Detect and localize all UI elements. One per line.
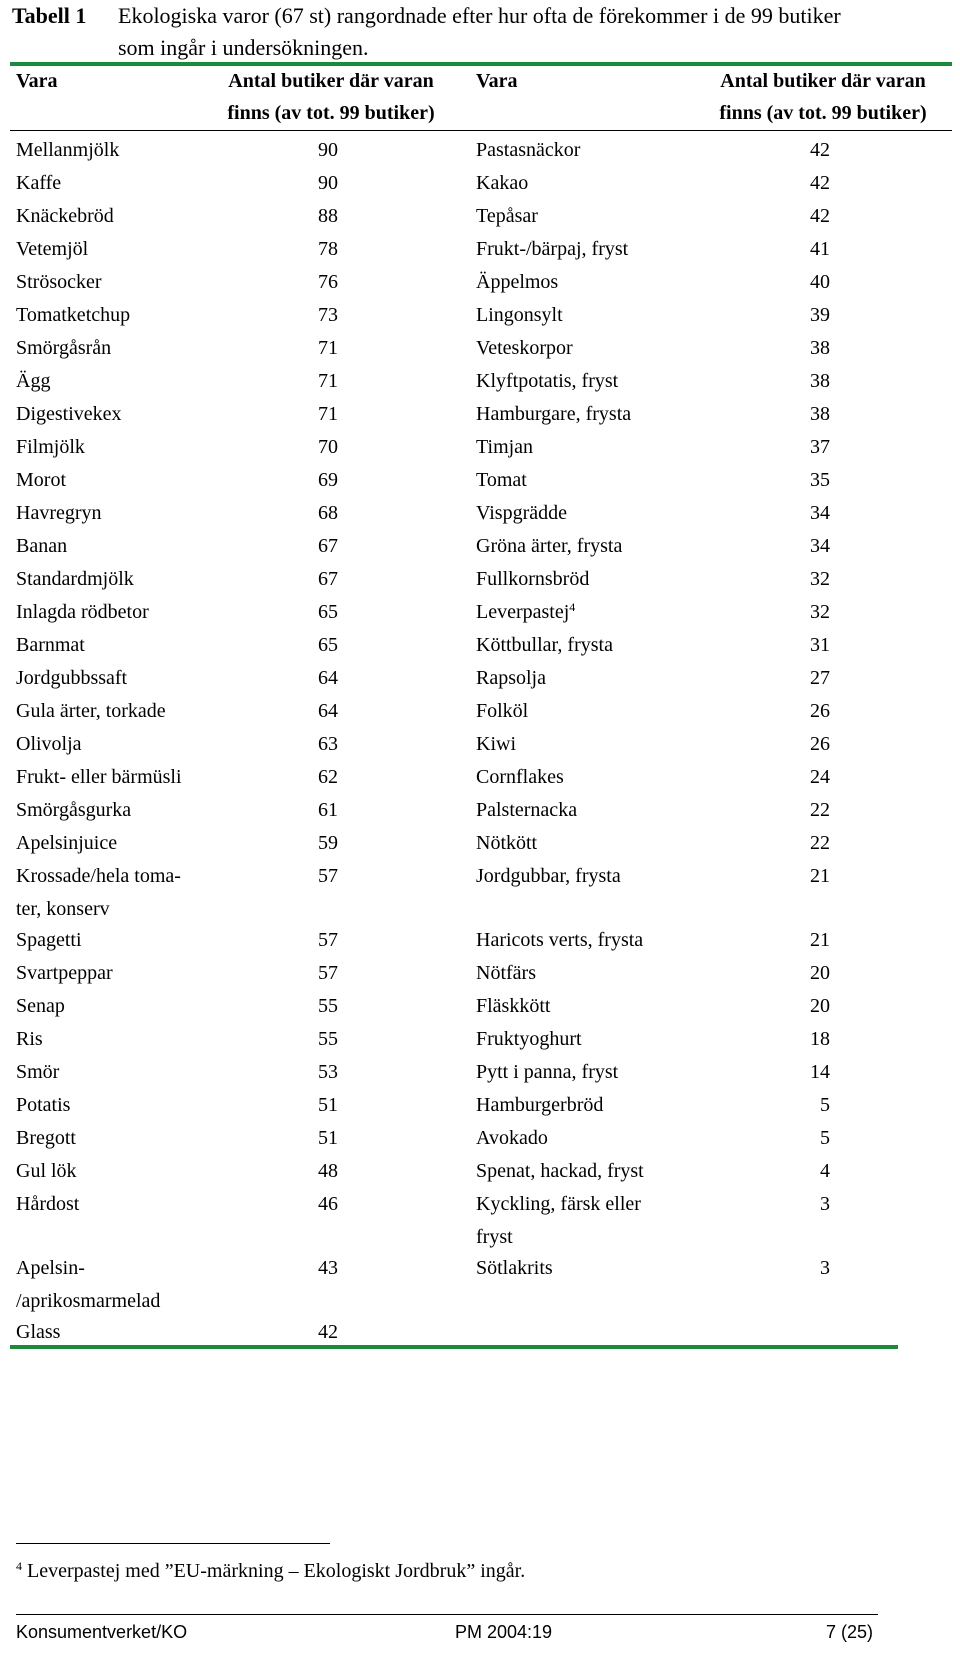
cell-count-right	[790, 299, 830, 332]
cell-item-right-text: Cornflakes	[476, 766, 564, 788]
cell-item-right	[476, 365, 686, 398]
cell-count-left	[318, 497, 358, 530]
cell-count-right-text: 38	[810, 403, 830, 425]
cell-item-right	[476, 1056, 686, 1089]
cell-item-left-text: Standardmjölk	[16, 568, 134, 590]
cell-count-left	[318, 464, 358, 497]
cell-count-right	[790, 530, 830, 563]
cell-item-right	[476, 1155, 686, 1188]
cell-item-left-text: Apelsinjuice	[16, 832, 118, 854]
cell-item-right	[476, 563, 686, 596]
cell-count-right	[790, 365, 830, 398]
cell-count-right-text: 38	[810, 370, 830, 392]
cell-count-right	[790, 1252, 830, 1285]
cell-item-right-text: Kyckling, färsk eller	[476, 1193, 641, 1215]
cell-count-right	[790, 398, 830, 431]
cell-count-left	[318, 530, 358, 563]
cell-count-left-text: 78	[318, 238, 338, 260]
cell-count-left-text: 76	[318, 271, 338, 293]
header-count-right-line1: Antal butiker där varan	[720, 70, 926, 92]
cell-item-left-text: Ris	[16, 1028, 43, 1050]
cell-item-right-text: Palsternacka	[476, 799, 578, 821]
cell-item-right	[476, 596, 686, 629]
cell-item-right-line2: fryst	[476, 1226, 513, 1248]
cell-item-right	[476, 924, 686, 957]
cell-count-right	[790, 134, 830, 167]
cell-item-right	[476, 299, 686, 332]
cell-item-left-text: Inlagda rödbetor	[16, 601, 149, 623]
cell-item-right	[476, 398, 686, 431]
table-bottom-rule	[10, 1345, 898, 1349]
cell-count-left	[318, 662, 358, 695]
cell-item-left	[16, 1056, 216, 1089]
cell-item-left	[16, 629, 216, 662]
cell-count-right-text: 5	[820, 1127, 830, 1149]
header-item-left: Vara	[16, 70, 58, 92]
cell-item-left	[16, 695, 216, 728]
cell-count-right	[790, 957, 830, 990]
cell-item-left-text: Smörgåsgurka	[16, 799, 132, 821]
cell-count-right-text: 32	[810, 601, 830, 623]
cell-count-right-text: 5	[820, 1094, 830, 1116]
footnote-marker: 4	[16, 1559, 22, 1573]
cell-item-left	[16, 431, 216, 464]
cell-count-left-text: 88	[318, 205, 338, 227]
cell-item-left-text: Tomatketchup	[16, 304, 131, 326]
cell-item-left-text: Bregott	[16, 1127, 76, 1149]
cell-count-left	[318, 1122, 358, 1155]
cell-count-left	[318, 365, 358, 398]
cell-count-left	[318, 1023, 358, 1056]
cell-count-right-text: 27	[810, 667, 830, 689]
cell-count-left-text: 48	[318, 1160, 338, 1182]
cell-item-left-line2: /aprikosmarmelad	[16, 1290, 161, 1312]
cell-item-right-text: Timjan	[476, 436, 534, 458]
cell-count-left	[318, 332, 358, 365]
cell-count-right-text: 21	[810, 929, 830, 951]
cell-item-right-text: Veteskorpor	[476, 337, 573, 359]
cell-item-right-text: Sötlakrits	[476, 1257, 553, 1279]
cell-count-right	[790, 497, 830, 530]
cell-count-left-text: 65	[318, 601, 338, 623]
cell-count-left	[318, 398, 358, 431]
cell-count-left	[318, 134, 358, 167]
cell-item-right	[476, 860, 686, 893]
cell-item-left-line2: ter, konserv	[16, 898, 110, 920]
cell-count-left-text: 61	[318, 799, 338, 821]
cell-count-left	[318, 794, 358, 827]
cell-item-right	[476, 233, 686, 266]
cell-item-right-text: Fullkornsbröd	[476, 568, 590, 590]
cell-count-right-text: 42	[810, 139, 830, 161]
cell-item-right-text: Nötkött	[476, 832, 538, 854]
cell-count-left-text: 90	[318, 139, 338, 161]
cell-count-left	[318, 629, 358, 662]
cell-item-left-text: Svartpeppar	[16, 962, 113, 984]
cell-item-right	[476, 761, 686, 794]
cell-item-right	[476, 134, 686, 167]
cell-count-left-text: 43	[318, 1257, 338, 1279]
cell-item-left	[16, 860, 216, 926]
cell-item-right-text: Frukt-/bärpaj, fryst	[476, 238, 629, 260]
header-count-left	[200, 65, 462, 129]
cell-item-right-text: Vispgrädde	[476, 502, 567, 524]
cell-count-left	[318, 1155, 358, 1188]
cell-item-left-text: Digestivekex	[16, 403, 122, 425]
cell-count-left	[318, 1252, 358, 1285]
cell-item-right	[476, 530, 686, 563]
cell-item-right-text: Hamburgerbröd	[476, 1094, 604, 1116]
cell-count-right	[790, 1188, 830, 1221]
cell-item-right	[476, 662, 686, 695]
cell-item-left	[16, 464, 216, 497]
cell-count-right	[790, 1089, 830, 1122]
cell-count-right	[790, 728, 830, 761]
cell-item-left-text: Frukt- eller bärmüsli	[16, 766, 182, 788]
footer-center: PM 2004:19	[455, 1622, 553, 1642]
cell-count-right	[790, 662, 830, 695]
cell-item-right-text: Tomat	[476, 469, 527, 491]
cell-count-left-text: 65	[318, 634, 338, 656]
cell-item-left	[16, 990, 216, 1023]
cell-count-right	[790, 464, 830, 497]
cell-count-left-text: 46	[318, 1193, 338, 1215]
cell-item-left-text: Glass	[16, 1321, 61, 1343]
cell-item-left-text: Apelsin-	[16, 1257, 85, 1279]
cell-item-left	[16, 957, 216, 990]
cell-item-right	[476, 431, 686, 464]
cell-item-left-text: Hårdost	[16, 1193, 80, 1215]
header-count-left-line1: Antal butiker där varan	[228, 70, 434, 92]
cell-item-right-text: Klyftpotatis, fryst	[476, 370, 619, 392]
cell-count-right-text: 3	[820, 1257, 830, 1279]
cell-count-left	[318, 957, 358, 990]
cell-item-right-text: Rapsolja	[476, 667, 546, 689]
cell-item-right	[476, 266, 686, 299]
cell-count-right	[790, 695, 830, 728]
cell-count-right-text: 42	[810, 205, 830, 227]
cell-count-left-text: 57	[318, 929, 338, 951]
cell-item-right-text: Äppelmos	[476, 271, 559, 293]
cell-count-right	[790, 563, 830, 596]
cell-item-left	[16, 530, 216, 563]
cell-count-left-text: 57	[318, 962, 338, 984]
cell-item-left	[16, 299, 216, 332]
cell-item-left-text: Gul lök	[16, 1160, 77, 1182]
header-item-right: Vara	[476, 70, 518, 92]
cell-count-left-text: 42	[318, 1321, 338, 1343]
cell-count-left-text: 53	[318, 1061, 338, 1083]
cell-item-right	[476, 1089, 686, 1122]
cell-count-left	[318, 1056, 358, 1089]
cell-count-left-text: 71	[318, 337, 338, 359]
cell-item-right	[476, 827, 686, 860]
footer-left: Konsumentverket/KO	[16, 1622, 188, 1642]
table-title: Ekologiska varor (67 st) rangordnade efter hur ofta de förekommer i de 99 butiker som ingår i undersökningen.	[118, 3, 841, 60]
cell-item-left-text: Smör	[16, 1061, 60, 1083]
cell-item-right-text: Folköl	[476, 700, 529, 722]
cell-count-left	[318, 695, 358, 728]
cell-item-left-text: Kaffe	[16, 172, 62, 194]
cell-item-left-text: Havregryn	[16, 502, 102, 524]
cell-item-right-text: Nötfärs	[476, 962, 536, 984]
cell-count-left	[318, 924, 358, 957]
cell-count-left	[318, 1089, 358, 1122]
cell-count-right	[790, 1155, 830, 1188]
table-caption	[12, 0, 912, 60]
cell-item-left-text: Ägg	[16, 370, 51, 392]
cell-item-right	[476, 794, 686, 827]
cell-item-left	[16, 332, 216, 365]
cell-item-right-text: Kiwi	[476, 733, 516, 755]
cell-item-right-text: Avokado	[476, 1127, 548, 1149]
cell-count-right	[790, 794, 830, 827]
cell-item-right-text: Kakao	[476, 172, 529, 194]
cell-item-left-text: Potatis	[16, 1094, 71, 1116]
header-count-right	[690, 65, 956, 129]
cell-count-right	[790, 233, 830, 266]
cell-item-left-text: Filmjölk	[16, 436, 85, 458]
cell-item-right-text: Leverpastej	[476, 601, 570, 623]
cell-item-right	[476, 332, 686, 365]
footnote-reference: 4	[569, 600, 576, 614]
cell-item-left	[16, 497, 216, 530]
cell-item-right	[476, 957, 686, 990]
cell-count-right	[790, 827, 830, 860]
cell-item-right-text: Hamburgare, frysta	[476, 403, 632, 425]
cell-item-right	[476, 464, 686, 497]
cell-item-right	[476, 167, 686, 200]
cell-count-right-text: 20	[810, 995, 830, 1017]
cell-item-right	[476, 200, 686, 233]
cell-count-right	[790, 924, 830, 957]
cell-count-left	[318, 860, 358, 893]
cell-count-right-text: 18	[810, 1028, 830, 1050]
cell-item-right	[476, 1252, 686, 1285]
cell-count-right-text: 34	[810, 535, 830, 557]
cell-count-right-text: 14	[810, 1061, 830, 1083]
cell-item-left	[16, 596, 216, 629]
cell-count-right-text: 22	[810, 799, 830, 821]
cell-count-left	[318, 167, 358, 200]
footnote	[16, 1560, 525, 1583]
cell-count-right-text: 37	[810, 436, 830, 458]
cell-item-left-text: Morot	[16, 469, 66, 491]
cell-count-left-text: 64	[318, 667, 338, 689]
cell-count-left	[318, 299, 358, 332]
cell-count-right-text: 4	[820, 1160, 830, 1182]
cell-item-right	[476, 497, 686, 530]
cell-count-left-text: 68	[318, 502, 338, 524]
cell-count-left	[318, 827, 358, 860]
header-count-left-line2: finns (av tot. 99 butiker)	[227, 102, 435, 124]
cell-item-left	[16, 794, 216, 827]
cell-count-left	[318, 431, 358, 464]
cell-count-left-text: 73	[318, 304, 338, 326]
cell-item-left	[16, 1188, 216, 1221]
cell-item-left-text: Gula ärter, torkade	[16, 700, 166, 722]
cell-item-left-text: Mellanmjölk	[16, 139, 120, 161]
cell-item-right-text: Lingonsylt	[476, 304, 563, 326]
cell-item-left	[16, 728, 216, 761]
cell-item-left-text: Strösocker	[16, 271, 102, 293]
cell-count-right-text: 32	[810, 568, 830, 590]
cell-item-left-text: Barnmat	[16, 634, 85, 656]
cell-item-left	[16, 365, 216, 398]
cell-item-left-text: Vetemjöl	[16, 238, 89, 260]
footnote-separator	[16, 1543, 330, 1544]
cell-item-right	[476, 629, 686, 662]
cell-count-left-text: 71	[318, 370, 338, 392]
cell-count-right-text: 21	[810, 865, 830, 887]
cell-count-right-text: 22	[810, 832, 830, 854]
header-count-right-line2: finns (av tot. 99 butiker)	[719, 102, 927, 124]
cell-item-left	[16, 266, 216, 299]
cell-count-right-text: 3	[820, 1193, 830, 1215]
cell-item-left-text: Krossade/hela toma-	[16, 865, 181, 887]
cell-item-left	[16, 200, 216, 233]
cell-item-right	[476, 1023, 686, 1056]
cell-item-left-text: Jordgubbssaft	[16, 667, 128, 689]
cell-item-left	[16, 398, 216, 431]
cell-count-right-text: 34	[810, 502, 830, 524]
cell-count-right	[790, 266, 830, 299]
cell-count-right	[790, 200, 830, 233]
cell-count-left	[318, 266, 358, 299]
cell-count-left-text: 55	[318, 995, 338, 1017]
cell-item-right-text: Jordgubbar, frysta	[476, 865, 621, 887]
cell-count-right-text: 38	[810, 337, 830, 359]
cell-count-left	[318, 728, 358, 761]
cell-count-left	[318, 596, 358, 629]
cell-count-right-text: 42	[810, 172, 830, 194]
cell-count-left-text: 59	[318, 832, 338, 854]
table-number: Tabell 1	[12, 3, 87, 28]
cell-item-left-text: Smörgåsrån	[16, 337, 112, 359]
cell-count-left	[318, 200, 358, 233]
cell-item-right	[476, 1122, 686, 1155]
cell-item-left-text: Banan	[16, 535, 68, 557]
cell-count-left	[318, 761, 358, 794]
cell-count-left-text: 64	[318, 700, 338, 722]
cell-count-left-text: 55	[318, 1028, 338, 1050]
cell-count-left-text: 57	[318, 865, 338, 887]
cell-count-right	[790, 990, 830, 1023]
cell-item-left-text: Senap	[16, 995, 65, 1017]
cell-item-right	[476, 1188, 686, 1254]
cell-count-right-text: 26	[810, 733, 830, 755]
cell-item-right-text: Pastasnäckor	[476, 139, 581, 161]
cell-count-left-text: 51	[318, 1094, 338, 1116]
cell-count-left	[318, 233, 358, 266]
cell-item-left	[16, 563, 216, 596]
cell-item-left	[16, 924, 216, 957]
cell-count-right-text: 26	[810, 700, 830, 722]
cell-count-left-text: 69	[318, 469, 338, 491]
cell-count-right-text: 40	[810, 271, 830, 293]
cell-count-left-text: 71	[318, 403, 338, 425]
cell-item-right-text: Spenat, hackad, fryst	[476, 1160, 644, 1182]
cell-count-left-text: 62	[318, 766, 338, 788]
cell-item-right	[476, 990, 686, 1023]
cell-item-right-text: Fläskkött	[476, 995, 551, 1017]
cell-count-right	[790, 860, 830, 893]
cell-count-right	[790, 629, 830, 662]
cell-count-right-text: 41	[810, 238, 830, 260]
cell-item-right-text: Tepåsar	[476, 205, 538, 227]
cell-count-right-text: 24	[810, 766, 830, 788]
cell-item-left	[16, 761, 216, 794]
cell-item-left	[16, 1023, 216, 1056]
cell-count-left-text: 51	[318, 1127, 338, 1149]
cell-item-left	[16, 1089, 216, 1122]
cell-item-right-text: Köttbullar, frysta	[476, 634, 613, 656]
cell-count-left	[318, 990, 358, 1023]
cell-item-left	[16, 134, 216, 167]
footer-rule	[16, 1614, 878, 1615]
cell-count-left-text: 63	[318, 733, 338, 755]
cell-item-left-text: Olivolja	[16, 733, 82, 755]
cell-count-right	[790, 1056, 830, 1089]
cell-count-right	[790, 1122, 830, 1155]
cell-item-left	[16, 827, 216, 860]
cell-count-left	[318, 563, 358, 596]
cell-item-left	[16, 233, 216, 266]
cell-count-right-text: 20	[810, 962, 830, 984]
cell-item-right-text: Haricots verts, frysta	[476, 929, 644, 951]
cell-item-right-text: Fruktyoghurt	[476, 1028, 582, 1050]
cell-count-right	[790, 431, 830, 464]
cell-item-left	[16, 167, 216, 200]
cell-count-right	[790, 761, 830, 794]
cell-count-right-text: 39	[810, 304, 830, 326]
cell-count-right	[790, 1023, 830, 1056]
cell-count-right	[790, 332, 830, 365]
cell-item-left-text: Spagetti	[16, 929, 82, 951]
cell-item-left	[16, 662, 216, 695]
cell-count-right	[790, 167, 830, 200]
cell-item-right	[476, 728, 686, 761]
cell-item-left	[16, 1155, 216, 1188]
cell-count-left-text: 70	[318, 436, 338, 458]
cell-count-right	[790, 596, 830, 629]
cell-item-left-text: Knäckebröd	[16, 205, 114, 227]
cell-count-left-text: 67	[318, 535, 338, 557]
header-underline	[10, 130, 952, 131]
footnote-text: Leverpastej med ”EU-märkning – Ekologiskt Jordbruk” ingår.	[27, 1560, 526, 1582]
cell-item-left	[16, 1252, 216, 1318]
cell-count-left-text: 90	[318, 172, 338, 194]
cell-count-left	[318, 1188, 358, 1221]
cell-item-left	[16, 1122, 216, 1155]
cell-count-right-text: 35	[810, 469, 830, 491]
footer-right: 7 (25)	[826, 1622, 874, 1642]
cell-count-left-text: 67	[318, 568, 338, 590]
cell-item-right	[476, 695, 686, 728]
cell-item-right-text: Gröna ärter, frysta	[476, 535, 623, 557]
cell-count-right-text: 31	[810, 634, 830, 656]
cell-item-right-text: Pytt i panna, fryst	[476, 1061, 619, 1083]
